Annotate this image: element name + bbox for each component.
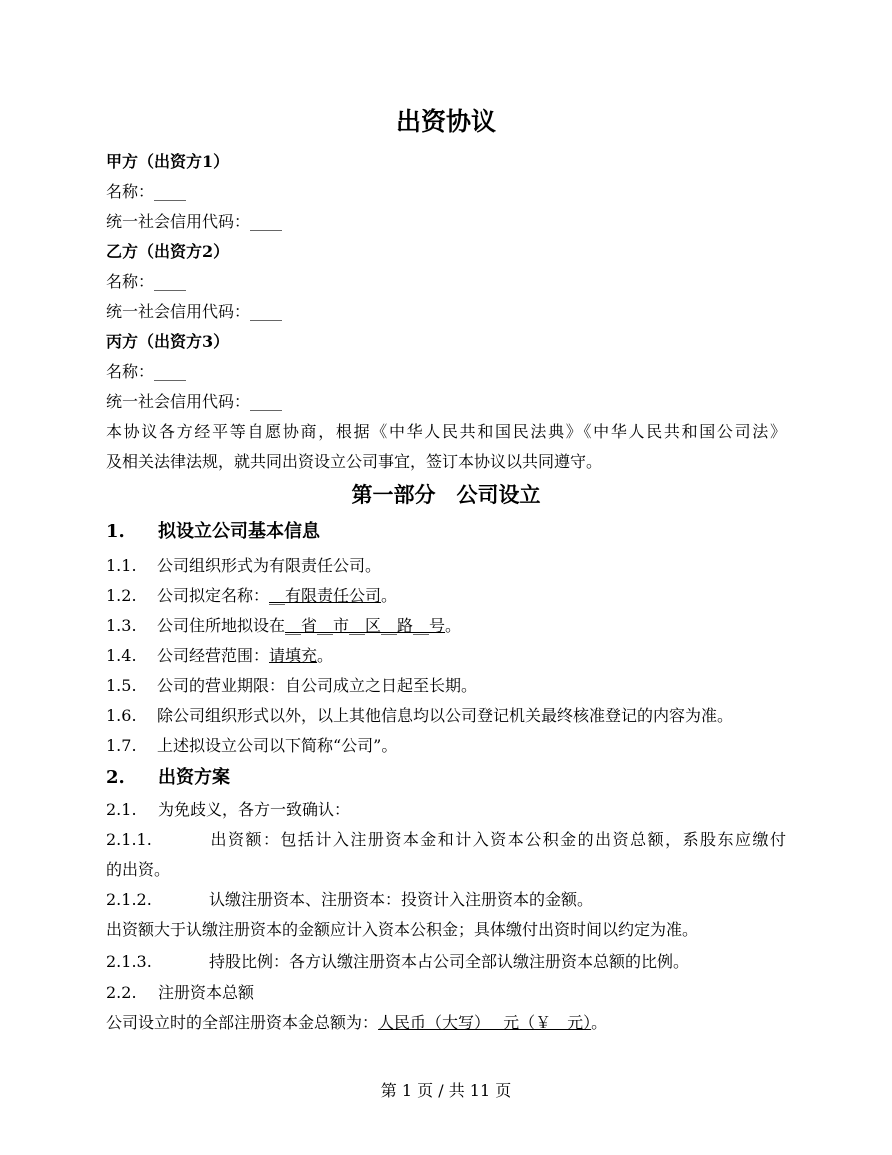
clause-2-1-2-note: 出资额大于认缴注册资本的金额应计入资本公积金；具体缴付出资时间以约定为准。 — [106, 920, 699, 939]
intro-line-2: 及相关法律法规，就共同出资设立公司事宜，签订本协议以共同遵守。 — [106, 452, 603, 471]
clause-1-3: 1.3. 公司住所地拟设在__省__市__区__路__号。 — [106, 616, 462, 635]
business-scope-blank: 请填充 — [269, 646, 318, 665]
party-a-name: 名称：____ — [106, 182, 187, 201]
clause-2-1-1-line-1: 2.1.1. 出资额：包括计入注册资本金和计入资本公积金的出资总额，系股东应缴付 — [106, 830, 786, 849]
address-blank: __省__市__区__路__号 — [285, 616, 446, 635]
clause-1-7: 1.7. 上述拟设立公司以下简称“公司”。 — [106, 736, 398, 755]
section-2-heading: 2. 出资方案 — [106, 767, 230, 788]
clause-2-1-1-line-2: 的出资。 — [106, 860, 171, 879]
registered-capital-line: 公司设立时的全部注册资本金总额为：人民币（大写） 元（￥ 元）。 — [106, 1013, 608, 1032]
clause-1-5: 1.5. 公司的营业期限：自公司成立之日起至长期。 — [106, 676, 478, 695]
party-b-name: 名称：____ — [106, 272, 187, 291]
document-title: 出资协议 — [395, 107, 496, 136]
party-c-header: 丙方（出资方3） — [106, 332, 230, 351]
party-b-header: 乙方（出资方2） — [106, 242, 230, 261]
company-name-blank: __有限责任公司 — [269, 586, 382, 605]
clause-2-2: 2.2. 注册资本总额 — [106, 983, 255, 1002]
page-number: 第 1 页 — [380, 1081, 434, 1100]
page-total: 共 11 页 — [448, 1081, 512, 1100]
party-c-name: 名称：____ — [106, 362, 187, 381]
party-a-code: 统一社会信用代码：____ — [106, 212, 283, 231]
capital-amount-blank: 人民币（大写） 元（￥ 元） — [378, 1013, 592, 1032]
intro-line-1: 本协议各方经平等自愿协商，根据《中华人民共和国民法典》《中华人民共和国公司法》 — [106, 422, 786, 441]
clause-1-1: 1.1. 公司组织形式为有限责任公司。 — [106, 556, 382, 575]
clause-1-4: 1.4. 公司经营范围：请填充。 — [106, 646, 334, 665]
clause-1-6: 1.6. 除公司组织形式以外，以上其他信息均以公司登记机关最终核准登记的内容为准。 — [106, 706, 734, 725]
part-1-title: 第一部分 公司设立 — [351, 482, 541, 507]
clause-1-2: 1.2. 公司拟定名称：__有限责任公司。 — [106, 586, 398, 605]
page-footer: 第 1 页 / 共 11 页 — [380, 1081, 512, 1100]
section-1-heading: 1. 拟设立公司基本信息 — [106, 521, 320, 542]
clause-2-1-3: 2.1.3. 持股比例：各方认缴注册资本占公司全部认缴注册资本总额的比例。 — [106, 952, 690, 971]
clause-2-1: 2.1. 为免歧义，各方一致确认： — [106, 800, 351, 819]
party-b-code: 统一社会信用代码：____ — [106, 302, 283, 321]
party-c-code: 统一社会信用代码：____ — [106, 392, 283, 411]
party-a-header: 甲方（出资方1） — [106, 152, 230, 171]
clause-2-1-2: 2.1.2. 认缴注册资本、注册资本：投资计入注册资本的金额。 — [106, 890, 594, 909]
